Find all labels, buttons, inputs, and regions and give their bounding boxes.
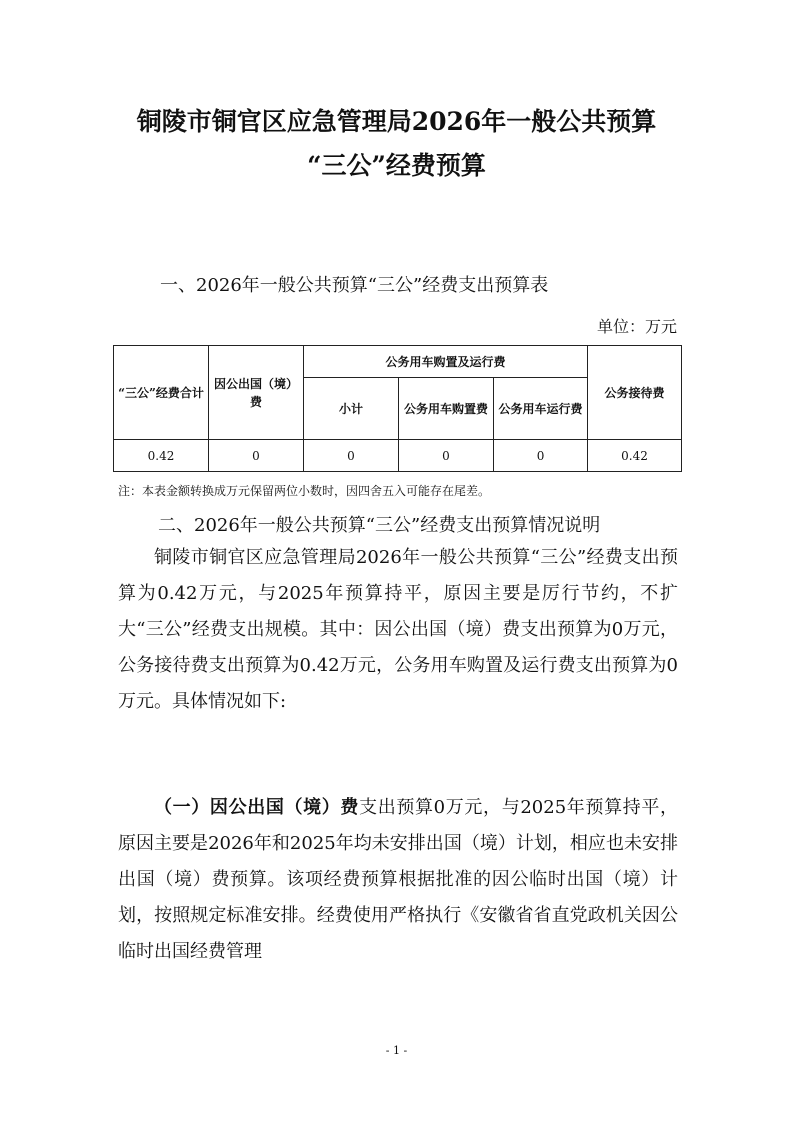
table-row bbox=[114, 440, 682, 472]
cell-vehicle-purchase: 0 bbox=[399, 440, 494, 472]
unit-label: 单位：万元 bbox=[596, 317, 677, 336]
cell-subtotal: 0 bbox=[304, 440, 399, 472]
section2-heading: 二、2026年一般公共预算“三公”经费支出预算情况说明 bbox=[158, 515, 601, 536]
cell-vehicle-operation: 0 bbox=[494, 440, 588, 472]
header-travel: 因公出国（境）费 bbox=[209, 346, 304, 440]
cell-reception: 0.42 bbox=[588, 440, 682, 472]
table-header-row bbox=[114, 346, 682, 378]
document-title bbox=[0, 100, 793, 188]
header-vehicle-operation: 公务用车运行费 bbox=[494, 378, 588, 440]
cell-total: 0.42 bbox=[114, 440, 209, 472]
header-vehicle-group: 公务用车购置及运行费 bbox=[304, 346, 588, 378]
header-total: “三公”经费合计 bbox=[114, 346, 209, 440]
paragraph-2-text: 支出预算0万元，与2025年预算持平，原因主要是2026年和2025年均未安排出国（境）计划，相应也未安排出国（境）费预算。该项经费预算根据批准的因公临时出国（境）计划，按照规定标准安排。经费使用严格执行《安徽省省直党政机关因公临时出国经费管理 bbox=[118, 797, 679, 962]
title-line-2: “三公”经费预算 bbox=[307, 151, 486, 180]
table-note: 注：本表金额转换成万元保留两位小数时，因四舍五入可能存在尾差。 bbox=[118, 484, 491, 498]
body-paragraph-1: 铜陵市铜官区应急管理局2026年一般公共预算“三公”经费支出预算为0.42万元，与2025年预算持平，原因主要是厉行节约，不扩大“三公”经费支出规模。其中：因公出国（境）费支出预算为0万元，公务接待费支出预算为0.42万元，公务用车购置及运行费支出预算为0万元。具体情况如下: bbox=[118, 547, 678, 712]
page-number: - 1 - bbox=[385, 1044, 408, 1057]
budget-table bbox=[113, 345, 682, 472]
body-paragraph-2 bbox=[118, 790, 678, 970]
section1-heading: 一、2026年一般公共预算“三公”经费支出预算表 bbox=[160, 275, 549, 296]
header-vehicle-purchase: 公务用车购置费 bbox=[399, 378, 494, 440]
header-reception: 公务接待费 bbox=[588, 346, 682, 440]
title-line-1: 铜陵市铜官区应急管理局2026年一般公共预算 bbox=[136, 107, 657, 136]
paragraph-2-lead: （一）因公出国（境）费 bbox=[154, 797, 360, 818]
cell-travel: 0 bbox=[209, 440, 304, 472]
header-subtotal: 小计 bbox=[304, 378, 399, 440]
